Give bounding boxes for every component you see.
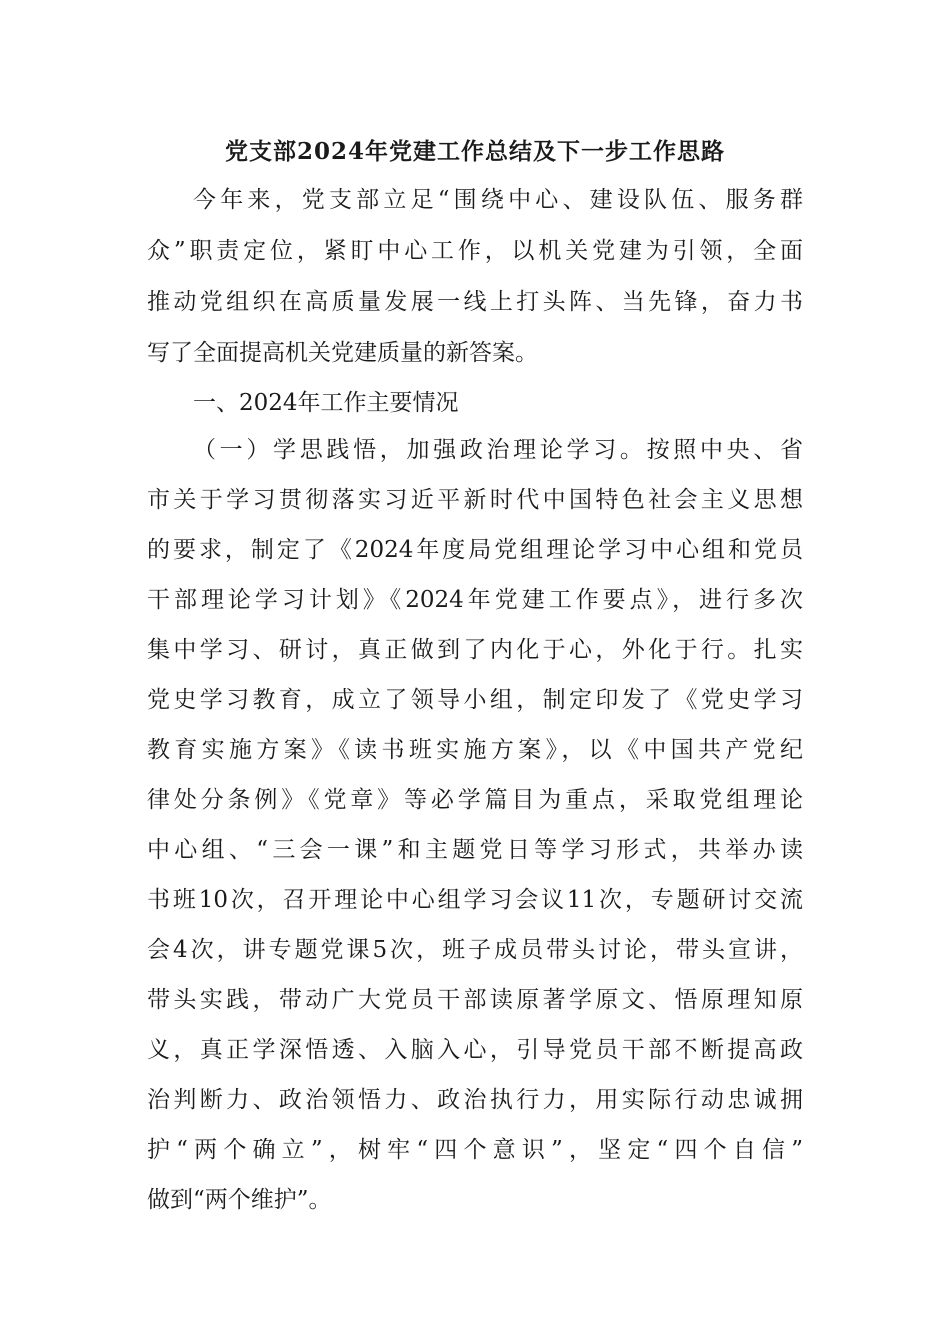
paragraph-study-line: （一）学思践悟，加强政治理论学习。按照中央、省: [193, 437, 803, 463]
paragraph-study-line: 中心组、“三会一课”和主题党日等学习形式，共举办读: [147, 837, 803, 863]
paragraph-study-line: 做到“两个维护”。: [147, 1187, 332, 1213]
paragraph-study-line: 的要求，制定了《2024年度局党组理论学习中心组和党员: [147, 537, 803, 563]
paragraph-study-line: 市关于学习贯彻落实习近平新时代中国特色社会主义思想: [147, 487, 803, 513]
paragraph-study-line: 集中学习、研讨，真正做到了内化于心，外化于行。扎实: [147, 637, 803, 663]
paragraph-study-line: 治判断力、政治领悟力、政治执行力，用实际行动忠诚拥: [147, 1087, 803, 1113]
section-heading: 一、2024年工作主要情况: [193, 390, 459, 416]
paragraph-intro-line: 众”职责定位，紧盯中心工作，以机关党建为引领，全面: [147, 238, 803, 264]
paragraph-intro-line: 推动党组织在高质量发展一线上打头阵、当先锋，奋力书: [147, 289, 803, 315]
paragraph-study-line: 党史学习教育，成立了领导小组，制定印发了《党史学习: [147, 687, 803, 713]
paragraph-study-line: 带头实践，带动广大党员干部读原著学原文、悟原理知原: [147, 987, 803, 1013]
paragraph-study-line: 会4次，讲专题党课5次，班子成员带头讨论，带头宣讲，: [147, 937, 803, 963]
paragraph-intro-line: 今年来，党支部立足“围绕中心、建设队伍、服务群: [193, 187, 803, 213]
paragraph-study-line: 律处分条例》《党章》等必学篇目为重点，采取党组理论: [147, 787, 803, 813]
document-title: 党支部2024年党建工作总结及下一步工作思路: [224, 138, 725, 165]
paragraph-study-line: 干部理论学习计划》《2024年党建工作要点》，进行多次: [147, 587, 803, 613]
paragraph-study-line: 教育实施方案》《读书班实施方案》，以《中国共产党纪: [147, 737, 803, 763]
paragraph-study-line: 护“两个确立”，树牢“四个意识”，坚定“四个自信”: [147, 1137, 803, 1163]
paragraph-study-line: 义，真正学深悟透、入脑入心，引导党员干部不断提高政: [147, 1037, 803, 1063]
paragraph-study-line: 书班10次，召开理论中心组学习会议11次，专题研讨交流: [147, 887, 803, 913]
paragraph-intro-line: 写了全面提高机关党建质量的新答案。: [147, 340, 538, 366]
